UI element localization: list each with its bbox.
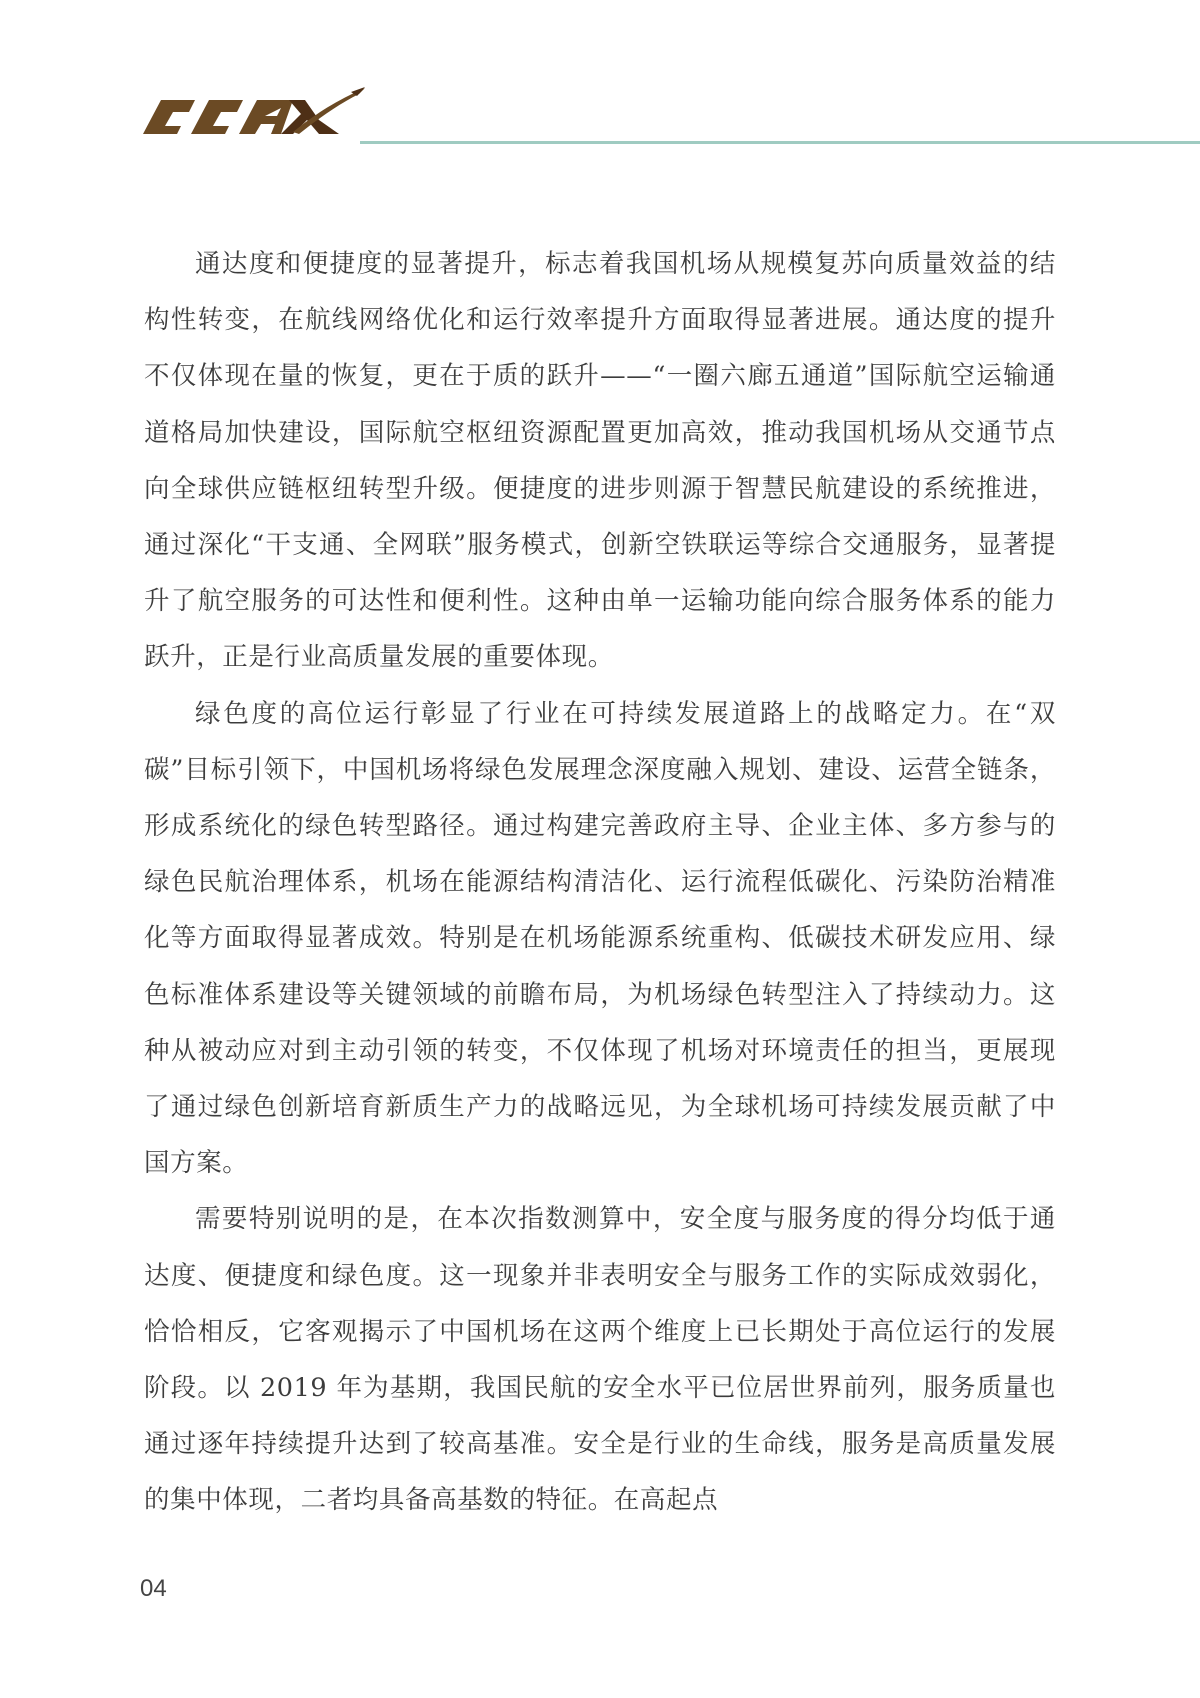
header-divider xyxy=(360,141,1200,144)
ccax-logo xyxy=(143,86,368,146)
logo-letter-c2 xyxy=(191,100,243,134)
page-number: 04 xyxy=(140,1575,167,1602)
logo-letter-a xyxy=(239,100,293,134)
article-body xyxy=(144,236,1056,1529)
paragraph-safety-service-note: 需要特别说明的是，在本次指数测算中，安全度与服务度的得分均低于通达度、便捷度和绿色度。这一现象并非表明安全与服务工作的实际成效弱化，恰恰相反，它客观揭示了中国机场在这两个维度上已长期处于高位运行的发展阶段。以 2019 年为基期，我国民航的安全水平已位居世界前列，服务质量也通过逐年持续提升达到了较高基准。安全是行业的生命线，服务是高质量发展的集中体现，二者均具备高基数的特征。在高起点 xyxy=(144,1204,1056,1516)
logo-letter-c1 xyxy=(143,100,195,134)
paragraph-green-development: 绿色度的高位运行彰显了行业在可持续发展道路上的战略定力。在“双碳”目标引领下，中国机场将绿色发展理念深度融入规划、建设、运营全链条，形成系统化的绿色转型路径。通过构建完善政府主导、企业主体、多方参与的绿色民航治理体系，机场在能源结构清洁化、运行流程低碳化、污染防治精准化等方面取得显著成效。特别是在机场能源系统重构、低碳技术研发应用、绿色标准体系建设等关键领域的前瞻布局，为机场绿色转型注入了持续动力。这种从被动应对到主动引领的转变，不仅体现了机场对环境责任的担当，更展现了通过绿色创新培育新质生产力的战略远见，为全球机场可持续发展贡献了中国方案。 xyxy=(144,698,1056,1179)
page-header xyxy=(0,0,1200,160)
paragraph-accessibility-convenience: 通达度和便捷度的显著提升，标志着我国机场从规模复苏向质量效益的结构性转变，在航线网络优化和运行效率提升方面取得显著进展。通达度的提升不仅体现在量的恢复，更在于质的跃升——“一圈六廊五通道”国际航空运输通道格局加快建设，国际航空枢纽资源配置更加高效，推动我国机场从交通节点向全球供应链枢纽转型升级。便捷度的进步则源于智慧民航建设的系统推进，通过深化“干支通、全网联”服务模式，创新空铁联运等综合交通服务，显著提升了航空服务的可达性和便利性。这种由单一运输功能向综合服务体系的能力跃升，正是行业高质量发展的重要体现。 xyxy=(144,249,1056,673)
